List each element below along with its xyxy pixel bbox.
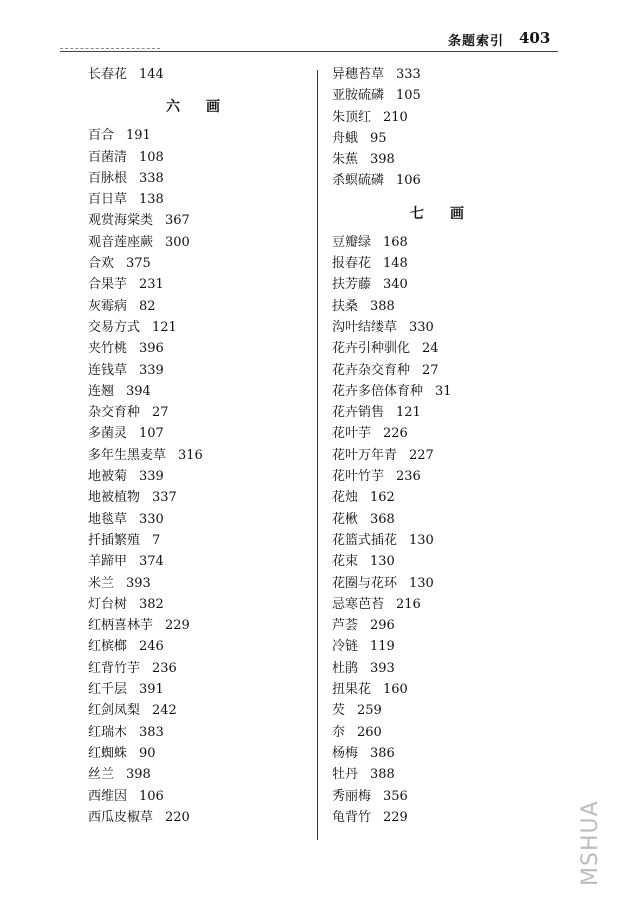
index-entry: [88, 210, 308, 231]
index-entry: [88, 317, 308, 338]
index-page-ref: 368: [370, 511, 395, 527]
index-term: 花叶万年青: [332, 447, 398, 463]
index-page-ref: 330: [139, 511, 164, 527]
index-term: 百合: [88, 128, 115, 144]
index-page-ref: 393: [370, 660, 395, 676]
index-term: 花束: [332, 554, 359, 570]
index-page-ref: 231: [139, 277, 164, 293]
index-entry: [332, 551, 552, 572]
index-page-ref: 398: [370, 152, 395, 168]
index-page-ref: 330: [409, 319, 434, 335]
index-page-ref: 107: [139, 426, 164, 442]
header-title: 条题索引: [448, 34, 505, 49]
index-entry: [88, 147, 308, 168]
index-term: 红剑凤梨: [88, 703, 141, 719]
index-page-ref: 296: [370, 618, 395, 634]
index-term: 灰霉病: [88, 298, 128, 314]
index-page-ref: 121: [152, 319, 177, 335]
index-term: 扶桑: [332, 298, 359, 314]
index-page-ref: 375: [126, 256, 151, 272]
index-page-ref: 160: [383, 682, 408, 698]
index-entry: [88, 530, 308, 551]
index-page-ref: 316: [178, 447, 203, 463]
index-entry: [88, 445, 308, 466]
index-page-ref: 90: [139, 745, 156, 761]
index-page-ref: 333: [396, 67, 421, 82]
index-term: 红千层: [88, 682, 128, 698]
index-term: 秀丽梅: [332, 788, 372, 804]
index-term: 花叶竹芋: [332, 469, 385, 485]
index-page-ref: 144: [139, 67, 164, 82]
index-page-ref: 7: [152, 532, 161, 548]
index-page-ref: 367: [165, 213, 190, 229]
index-term: 多年生黑麦草: [88, 447, 167, 463]
index-term: 交易方式: [88, 319, 141, 335]
index-entry: [332, 487, 552, 508]
index-page-ref: 391: [139, 682, 164, 698]
section-heading: [88, 93, 308, 121]
index-term: 异穗苔草: [332, 67, 385, 82]
index-page-ref: 191: [126, 128, 151, 144]
index-term: 红槟榔: [88, 639, 128, 655]
index-page-ref: 260: [357, 724, 382, 740]
index-page-ref: 340: [383, 277, 408, 293]
index-page-ref: 106: [396, 173, 421, 189]
index-term: 朱顶红: [332, 109, 372, 125]
index-entry: [332, 107, 552, 128]
index-term: 沟叶结缕草: [332, 319, 398, 335]
index-term: 多菌灵: [88, 426, 128, 442]
section-heading: [332, 200, 552, 228]
index-page-ref: 338: [139, 170, 164, 186]
index-term: 地被菊: [88, 469, 128, 485]
index-page-ref: 82: [139, 298, 156, 314]
index-term: 灯台树: [88, 596, 128, 612]
index-entry: [332, 253, 552, 274]
index-entry: [332, 658, 552, 679]
index-page-ref: 130: [409, 575, 434, 591]
index-entry: [88, 615, 308, 636]
index-entry: [332, 64, 552, 85]
index-entry: [88, 786, 308, 807]
index-term: 红蜘蛛: [88, 745, 128, 761]
index-page-ref: 394: [126, 383, 151, 399]
index-entry: [88, 64, 308, 85]
index-page-ref: 388: [370, 298, 395, 314]
index-entry: [88, 189, 308, 210]
index-entry: [88, 274, 308, 295]
index-term: 观音莲座蕨: [88, 234, 154, 250]
section-heading-label: 画: [450, 205, 464, 222]
index-page-ref: 374: [139, 554, 164, 570]
index-page-ref: 148: [383, 256, 408, 272]
index-term: 百日草: [88, 192, 128, 208]
index-entry: [332, 530, 552, 551]
index-term: 花卉杂交育种: [332, 362, 411, 378]
index-entry: [332, 149, 552, 170]
index-term: 花卉销售: [332, 405, 385, 421]
index-page-ref: 227: [409, 447, 434, 463]
index-entry: [88, 168, 308, 189]
index-entry: [88, 679, 308, 700]
index-term: 杀螟硫磷: [332, 173, 385, 189]
index-page-ref: 229: [383, 809, 408, 825]
index-page-ref: 210: [383, 109, 408, 125]
index-entry: [332, 381, 552, 402]
index-entry: [332, 296, 552, 317]
index-term: 杨梅: [332, 745, 359, 761]
index-term: 合果芋: [88, 277, 128, 293]
index-entry: [88, 487, 308, 508]
index-term: 杂交育种: [88, 405, 141, 421]
index-entry: [332, 700, 552, 721]
index-term: 花楸: [332, 511, 359, 527]
index-entry: [332, 594, 552, 615]
index-term: 百菌清: [88, 149, 128, 165]
index-page-ref: 229: [165, 618, 190, 634]
index-term: 地被植物: [88, 490, 141, 506]
index-entry: [332, 445, 552, 466]
section-heading-numeral: 六: [166, 99, 180, 116]
index-term: 连钱草: [88, 362, 128, 378]
index-entry: [332, 232, 552, 253]
index-entry: [88, 402, 308, 423]
index-page-ref: 259: [357, 703, 382, 719]
header-rule: [60, 51, 558, 52]
index-entry: [88, 253, 308, 274]
index-column-right: [332, 64, 552, 828]
index-entry: [332, 85, 552, 106]
index-term: 忌寒芭苔: [332, 596, 385, 612]
index-entry: [332, 743, 552, 764]
index-page-ref: 300: [165, 234, 190, 250]
index-page-ref: 398: [126, 767, 151, 783]
index-term: 夵: [332, 724, 346, 740]
index-entry: [88, 743, 308, 764]
index-entry: [88, 807, 308, 828]
index-entry: [332, 338, 552, 359]
index-page-ref: 236: [152, 660, 177, 676]
index-page-ref: 236: [396, 469, 421, 485]
index-term: 丝兰: [88, 767, 115, 783]
index-page-ref: 130: [370, 554, 395, 570]
index-entry: [88, 764, 308, 785]
index-term: 朱蕉: [332, 152, 359, 168]
index-page-ref: 105: [396, 88, 421, 104]
index-entry: [88, 360, 308, 381]
index-term: 花篮式插花: [332, 532, 398, 548]
index-entry: [332, 360, 552, 381]
index-entry: [332, 679, 552, 700]
index-term: 红瑞木: [88, 724, 128, 740]
index-entry: [88, 700, 308, 721]
index-page-ref: 396: [139, 341, 164, 357]
index-page-ref: 382: [139, 596, 164, 612]
index-entry: [332, 722, 552, 743]
index-page-ref: 383: [139, 724, 164, 740]
index-entry: [332, 615, 552, 636]
index-entry: [88, 551, 308, 572]
index-column-left: [88, 64, 308, 828]
index-term: 米兰: [88, 575, 115, 591]
index-term: 地毯草: [88, 511, 128, 527]
index-entry: [332, 466, 552, 487]
index-entry: [88, 636, 308, 657]
index-page-ref: 130: [409, 532, 434, 548]
index-entry: [88, 232, 308, 253]
index-page-ref: 246: [139, 639, 164, 655]
index-entry: [332, 423, 552, 444]
index-page-ref: 121: [396, 405, 421, 421]
index-entry: [332, 170, 552, 191]
index-term: 牡丹: [332, 767, 359, 783]
index-term: 扦插繁殖: [88, 532, 141, 548]
index-page-ref: 27: [422, 362, 439, 378]
index-page-ref: 95: [370, 130, 387, 146]
index-page-ref: 138: [139, 192, 164, 208]
index-term: 花烛: [332, 490, 359, 506]
index-term: 红柄喜林芋: [88, 618, 154, 634]
index-term: 长春花: [88, 67, 128, 82]
index-term: 红背竹芋: [88, 660, 141, 676]
index-entry: [332, 764, 552, 785]
index-entry: [332, 636, 552, 657]
index-term: 亚胺硫磷: [332, 88, 385, 104]
index-page-ref: 226: [383, 426, 408, 442]
index-entry: [332, 274, 552, 295]
index-term: 西瓜皮椒草: [88, 809, 154, 825]
index-page-ref: 168: [383, 234, 408, 250]
index-page-ref: 216: [396, 596, 421, 612]
index-page-ref: 337: [152, 490, 177, 506]
index-entry: [332, 317, 552, 338]
index-entry: [88, 722, 308, 743]
index-page-ref: 356: [383, 788, 408, 804]
index-term: 龟背竹: [332, 809, 372, 825]
index-term: 花圈与花环: [332, 575, 398, 591]
index-term: 杜鹃: [332, 660, 359, 676]
index-entry: [332, 573, 552, 594]
index-page-ref: 27: [152, 405, 169, 421]
index-page-ref: 339: [139, 469, 164, 485]
index-page-ref: 220: [165, 809, 190, 825]
index-entry: [332, 807, 552, 828]
index-term: 连翘: [88, 383, 115, 399]
index-entry: [332, 128, 552, 149]
index-page-ref: 24: [422, 341, 439, 357]
index-term: 扭果花: [332, 682, 372, 698]
index-term: 羊蹄甲: [88, 554, 128, 570]
index-term: 芦荟: [332, 618, 359, 634]
index-page-ref: 393: [126, 575, 151, 591]
section-heading-label: 画: [206, 99, 220, 116]
index-entry: [332, 509, 552, 530]
index-term: 合欢: [88, 256, 115, 272]
index-term: 豆瓣绿: [332, 234, 372, 250]
index-term: 扶芳藤: [332, 277, 372, 293]
index-entry: [88, 573, 308, 594]
index-term: 西维因: [88, 788, 128, 804]
index-page-ref: 339: [139, 362, 164, 378]
index-term: 冷链: [332, 639, 359, 655]
index-entry: [88, 338, 308, 359]
index-entry: [88, 509, 308, 530]
index-term: 舟蛾: [332, 130, 359, 146]
header-dashed-rule: [60, 48, 160, 49]
index-entry: [332, 402, 552, 423]
index-term: 芡: [332, 703, 346, 719]
index-page-ref: 31: [435, 383, 452, 399]
page-number: 403: [519, 29, 551, 47]
index-entry: [88, 296, 308, 317]
index-page-ref: 162: [370, 490, 395, 506]
index-page-ref: 119: [370, 639, 395, 655]
index-term: 花叶芋: [332, 426, 372, 442]
index-term: 花卉多倍体育种: [332, 383, 424, 399]
index-entry: [88, 423, 308, 444]
index-page-ref: 242: [152, 703, 177, 719]
index-entry: [88, 125, 308, 146]
index-term: 花卉引种驯化: [332, 341, 411, 357]
column-divider: [317, 70, 318, 840]
index-entry: [88, 658, 308, 679]
watermark: MSHUA: [578, 800, 603, 886]
index-entry: [88, 466, 308, 487]
index-page-ref: 108: [139, 149, 164, 165]
index-term: 观赏海棠类: [88, 213, 154, 229]
index-entry: [332, 786, 552, 807]
index-term: 夹竹桃: [88, 341, 128, 357]
index-page-ref: 386: [370, 745, 395, 761]
section-heading-numeral: 七: [410, 205, 424, 222]
index-page-ref: 388: [370, 767, 395, 783]
index-entry: [88, 594, 308, 615]
index-page-ref: 106: [139, 788, 164, 804]
index-term: 报春花: [332, 256, 372, 272]
index-entry: [88, 381, 308, 402]
index-term: 百脉根: [88, 170, 128, 186]
